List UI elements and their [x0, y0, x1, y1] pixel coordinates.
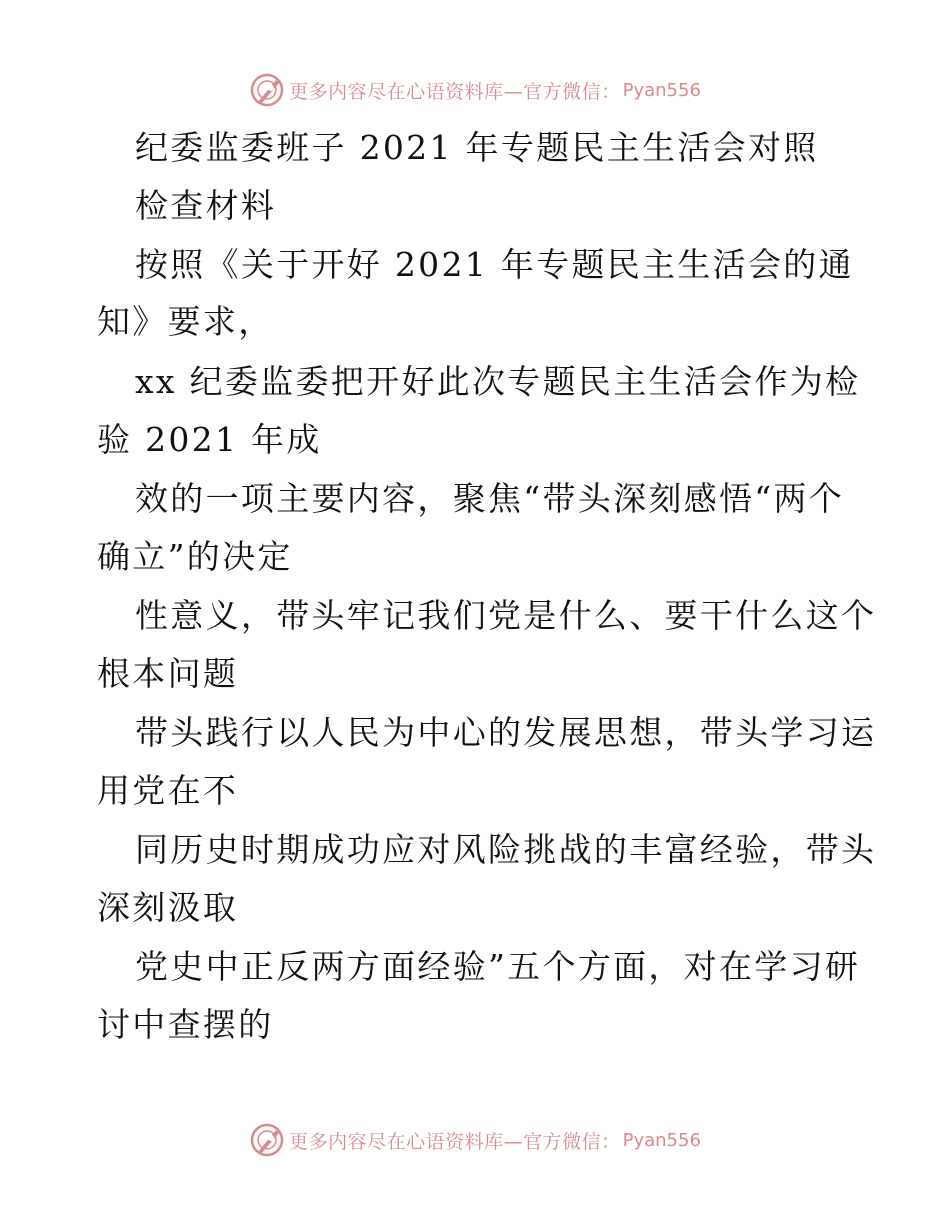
paragraph-line: xx 纪委监委把开好此次专题民主生活会作为检 — [135, 362, 861, 401]
watermark-header — [0, 70, 950, 110]
paragraph-line: 按照《关于开好 2021 年专题民主生活会的通 — [135, 245, 854, 284]
paragraph-line: 效的一项主要内容，聚焦“带头深刻感悟“两个 — [135, 479, 845, 518]
paragraph-line: 验 2021 年成 — [97, 420, 322, 459]
paragraph-line: 知》要求， — [97, 302, 274, 341]
watermark-footer — [0, 1120, 950, 1160]
pen-logo-icon — [249, 1122, 285, 1158]
watermark-wechat-id: Pyan556 — [622, 79, 701, 101]
paragraph-line: 用党在不 — [97, 771, 239, 810]
document-title-line-2: 检查材料 — [135, 186, 277, 225]
watermark-text: 更多内容尽在心语资料库—官方微信： — [289, 80, 621, 103]
paragraph-line: 根本问题 — [97, 654, 239, 693]
paragraph-line: 讨中查摆的 — [97, 1005, 274, 1044]
paragraph-line: 性意义，带头牢记我们党是什么、要干什么这个 — [135, 596, 877, 635]
paragraph-line: 深刻汲取 — [97, 888, 239, 927]
pen-logo-icon — [249, 72, 285, 108]
paragraph-line: 党史中正反两方面经验”五个方面，对在学习研 — [135, 947, 861, 986]
watermark-text: 更多内容尽在心语资料库—官方微信： — [289, 1130, 621, 1153]
paragraph-line: 带头践行以人民为中心的发展思想，带头学习运 — [135, 713, 877, 752]
document-title-line-1: 纪委监委班子 2021 年专题民主生活会对照 — [135, 128, 819, 167]
paragraph-line: 同历史时期成功应对风险挑战的丰富经验，带头 — [135, 830, 877, 869]
watermark-wechat-id: Pyan556 — [622, 1129, 701, 1151]
paragraph-line: 确立”的决定 — [97, 537, 293, 576]
